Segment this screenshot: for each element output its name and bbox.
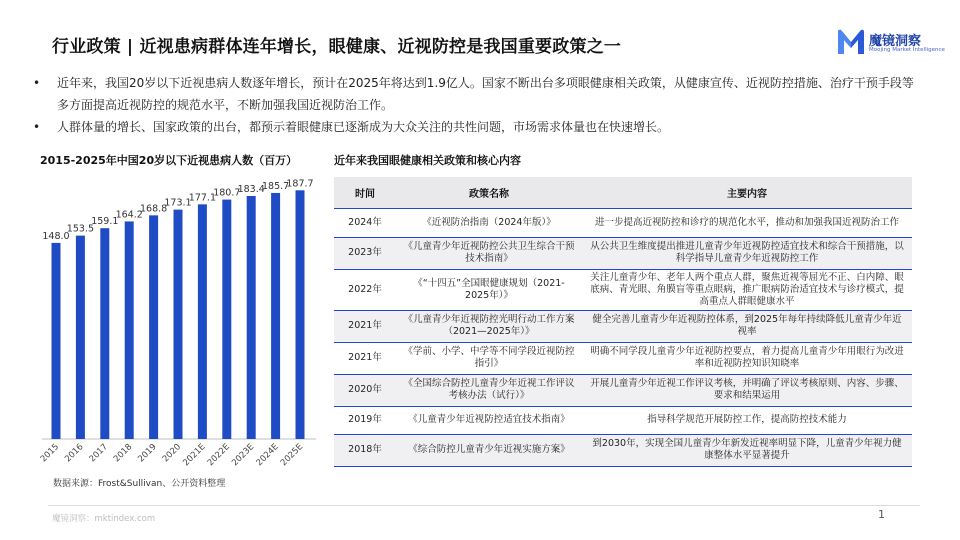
tick-label: 2023E (230, 442, 257, 469)
cell-content: 明确不同学段儿童青少年近视防控要点，着力提高儿童青少年用眼行为改进率和近视防控知识知晓率 (590, 346, 904, 369)
table-row (334, 406, 912, 434)
logo-name: 魔镜洞察 (869, 34, 922, 49)
cell-time: 2022年 (348, 283, 382, 295)
tick-label: 2018 (111, 442, 135, 465)
tick-label: 2022E (205, 442, 232, 469)
tick-label: 2015 (38, 442, 62, 465)
policy-table (334, 177, 912, 467)
cell-policy-name: 《学前、小学、中学等不同学段近视防控指引》 (403, 346, 575, 369)
bar (174, 210, 183, 439)
data-label: 148.0 (42, 230, 70, 242)
tick-label: 2021E (181, 442, 208, 469)
cell-time: 2018年 (348, 444, 382, 455)
data-label: 168.8 (139, 203, 168, 215)
table-row (334, 269, 912, 310)
tick-label: 2020 (160, 442, 184, 465)
header-policy-name: 政策名称 (396, 177, 582, 208)
page-number: 1 (878, 508, 885, 521)
footer-divider (48, 505, 920, 506)
cell-policy-name: 《儿童青少年近视防控光明行动工作方案（2021—2025年）》 (403, 314, 575, 337)
bar-chart (34, 174, 324, 474)
cell-content: 进一步提高近视防控和诊疗的规范化水平，推动和加强我国近视防治工作 (594, 216, 899, 228)
logo-subtitle: Moojing Market Intelligence (869, 47, 945, 53)
tick-label: 2024E (254, 442, 281, 469)
cell-content: 开展儿童青少年近视工作评议考核，并明确了评议考核原则、内容、步骤、要求和结果运用 (590, 378, 904, 401)
bar (296, 190, 305, 439)
cell-time: 2023年 (348, 247, 382, 258)
brand-logo (836, 28, 946, 60)
page-title: 行业政策 | 近视患病群体连年增长，眼健康、近视防控是我国重要政策之一 (52, 37, 622, 57)
bar (125, 221, 134, 439)
cell-content: 健全完善儿童青少年近视防控体系，到2025年每年持续降低儿童青少年近视率 (592, 314, 902, 337)
cell-content: 关注儿童青少年、老年人两个重点人群，聚焦近视等屈光不正、白内障、眼底病、青光眼、角膜盲等重点眼病，推广眼病防治适宜技术与诊疗模式，提高重点人群眼健康水平 (590, 271, 904, 307)
bar (198, 204, 207, 439)
bar (76, 236, 85, 439)
tick-label: 2019 (136, 442, 159, 465)
table-title: 近年来我国眼健康相关政策和核心内容 (334, 154, 521, 167)
bar (222, 200, 231, 439)
cell-policy-name: 《儿童青少年近视防控公共卫生综合干预技术指南》 (403, 241, 575, 264)
cell-time: 2019年 (348, 414, 382, 425)
data-label: 185.7 (261, 180, 290, 192)
header-main-content: 主要内容 (582, 177, 912, 208)
table-row (334, 237, 912, 269)
cell-time: 2024年 (348, 216, 382, 228)
cell-policy-name: 《儿童青少年近视防控适宜技术指南》 (408, 414, 570, 425)
table-row (334, 310, 912, 342)
header-time: 时间 (334, 177, 396, 208)
cell-policy-name: 《“十四五”全国眼健康规划（2021-2025年）》 (413, 277, 565, 301)
data-label: 177.1 (188, 192, 217, 204)
tick-label: 2017 (87, 442, 110, 465)
bar (52, 243, 61, 439)
cell-time: 2021年 (348, 352, 382, 363)
cell-policy-name: 《近视防治指南（2024年版）》 (422, 216, 556, 228)
logo-icon (836, 28, 866, 56)
header (52, 32, 852, 57)
data-label: 173.1 (164, 197, 192, 209)
bar (100, 228, 109, 439)
bar (247, 196, 256, 439)
source-note: 数据来源：Frost&Sullivan、公开资料整理 (53, 479, 226, 489)
table-row (334, 208, 912, 237)
data-label: 164.2 (115, 209, 143, 221)
bar (271, 193, 280, 439)
cell-content: 到2030年，实现全国儿童青少年新发近视率明显下降，儿童青少年视力健康整体水平显著提升 (592, 438, 902, 461)
cell-policy-name: 《综合防控儿童青少年近视实施方案》 (408, 444, 570, 455)
bar (149, 215, 158, 439)
data-label: 187.7 (286, 178, 314, 190)
cell-content: 从公共卫生维度提出推进儿童青少年近视防控适宜技术和综合干预措施，以科学指导儿童青少年近视防控工作 (590, 241, 904, 264)
data-label: 153.5 (66, 223, 95, 235)
table-row (334, 342, 912, 374)
summary-bullets (33, 72, 923, 138)
cell-policy-name: 《全国综合防控儿童青少年近视工作评议考核办法（试行）》 (403, 378, 575, 401)
table-row (334, 434, 912, 466)
data-label: 180.7 (213, 187, 241, 199)
footer-watermark: 魔镜洞察：mktindex.com (52, 514, 156, 524)
chart-title: 2015-2025年中国20岁以下近视患病人数（百万） (40, 154, 298, 167)
data-label: 159.1 (91, 216, 119, 228)
tick-label: 2025E (278, 442, 306, 469)
table-header-row (334, 177, 912, 208)
cell-content: 指导科学规范开展防控工作，提高防控技术能力 (647, 414, 847, 425)
tick-label: 2016 (63, 442, 86, 465)
bullet-item: • 人群体量的增长、国家政策的出台，都预示着眼健康已逐渐成为大众关注的共性问题，市场需求体量也在快速增长。 (33, 116, 923, 138)
data-label: 183.4 (237, 183, 265, 195)
table-row (334, 374, 912, 406)
cell-time: 2020年 (348, 384, 382, 395)
bullet-item: • 近年来，我国20岁以下近视患病人数逐年增长，预计在2025年将达到1.9亿人。国家不断出台多项眼健康相关政策，从健康宣传、近视防控措施、治疗干预手段等多方面提高近视防控的规范水平，不断加强我国近视防治工作。 (33, 72, 923, 116)
cell-time: 2021年 (348, 320, 382, 331)
